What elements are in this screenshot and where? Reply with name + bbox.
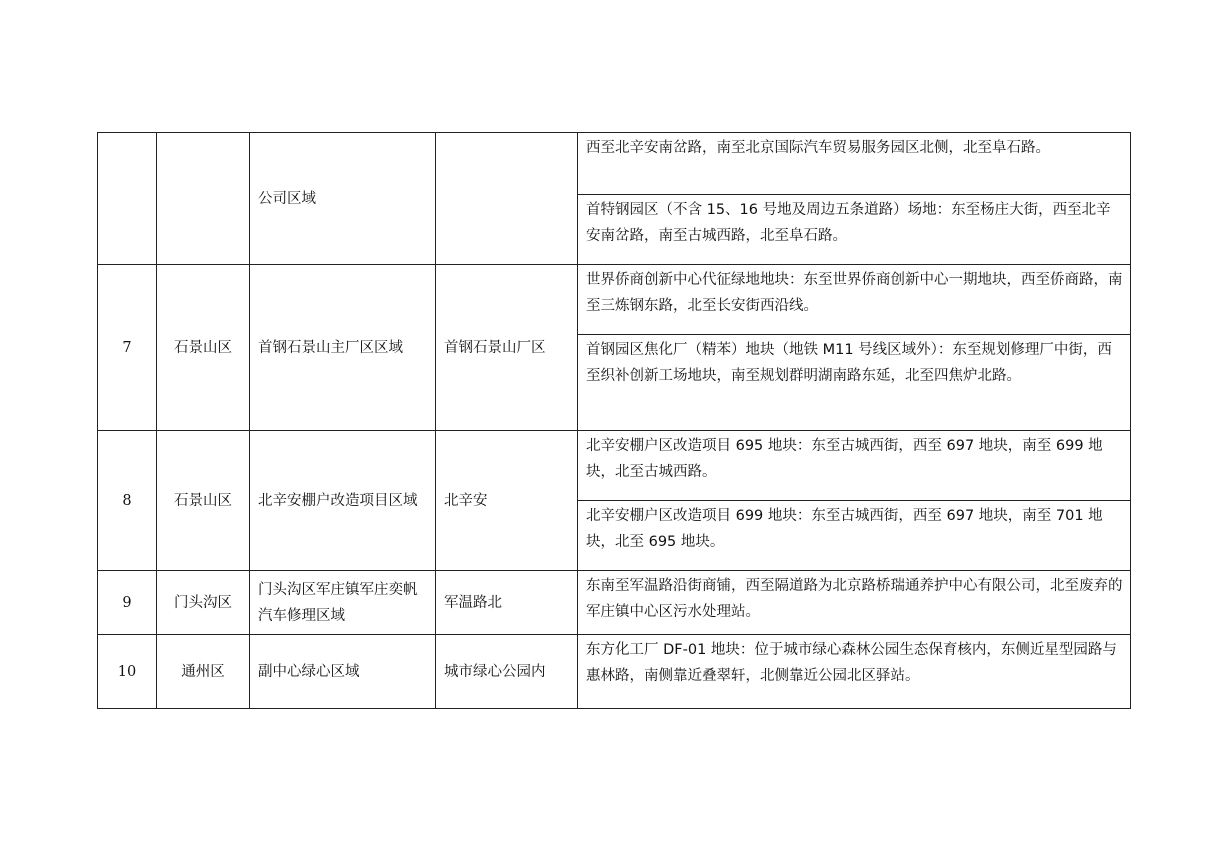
zone-cell: 北辛安	[436, 431, 578, 571]
row-number: 9	[98, 571, 157, 635]
detail-cell: 西至北辛安南岔路，南至北京国际汽车贸易服务园区北侧，北至阜石路。	[578, 133, 1131, 195]
detail-cell: 世界侨商创新中心代征绿地地块：东至世界侨商创新中心一期地块，西至侨商路，南至三炼钢东路，北至长安街西沿线。	[578, 265, 1131, 335]
area-cell: 首钢石景山主厂区区域	[250, 265, 436, 431]
table-row	[98, 265, 1131, 335]
table-row	[98, 431, 1131, 501]
detail-cell: 北辛安棚户区改造项目 695 地块：东至古城西街，西至 697 地块，南至 699 地块，北至古城西路。	[578, 431, 1131, 501]
row-number: 10	[98, 635, 157, 709]
row-number	[98, 133, 157, 265]
table-row	[98, 571, 1131, 635]
zone-cell: 城市绿心公园内	[436, 635, 578, 709]
area-cell: 北辛安棚户改造项目区域	[250, 431, 436, 571]
zone-cell: 首钢石景山厂区	[436, 265, 578, 431]
area-cell: 副中心绿心区域	[250, 635, 436, 709]
detail-cell: 北辛安棚户区改造项目 699 地块：东至古城西街，西至 697 地块，南至 701 地块，北至 695 地块。	[578, 501, 1131, 571]
row-number: 7	[98, 265, 157, 431]
detail-cell: 东方化工厂 DF-01 地块：位于城市绿心森林公园生态保育核内，东侧近星型园路与惠林路，南侧靠近叠翠轩，北侧靠近公园北区驿站。	[578, 635, 1131, 709]
table-row	[98, 133, 1131, 195]
district-cell: 石景山区	[157, 431, 250, 571]
zone-cell: 军温路北	[436, 571, 578, 635]
district-cell: 通州区	[157, 635, 250, 709]
detail-cell: 首钢园区焦化厂（精苯）地块（地铁 M11 号线区域外）：东至规划修理厂中街，西至织补创新工场地块，南至规划群明湖南路东延，北至四焦炉北路。	[578, 335, 1131, 431]
detail-cell: 东南至军温路沿街商铺，西至隔道路为北京路桥瑞通养护中心有限公司，北至废弃的军庄镇中心区污水处理站。	[578, 571, 1131, 635]
area-cell: 门头沟区军庄镇军庄奕帆汽车修理区域	[250, 571, 436, 635]
area-cell: 公司区域	[250, 133, 436, 265]
district-cell	[157, 133, 250, 265]
plot-table	[97, 132, 1131, 709]
district-cell: 石景山区	[157, 265, 250, 431]
table-row	[98, 635, 1131, 709]
row-number: 8	[98, 431, 157, 571]
district-cell: 门头沟区	[157, 571, 250, 635]
zone-cell	[436, 133, 578, 265]
detail-cell: 首特钢园区（不含 15、16 号地及周边五条道路）场地：东至杨庄大街，西至北辛安南岔路，南至古城西路，北至阜石路。	[578, 195, 1131, 265]
